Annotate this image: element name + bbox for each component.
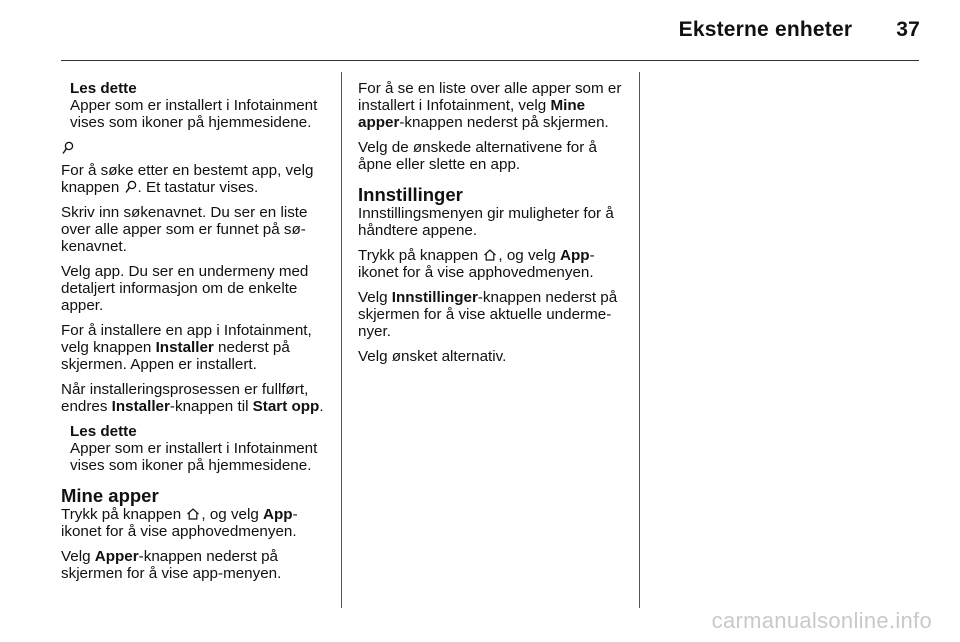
- paragraph: Velg app. Du ser en undermeny med detaljert informasjon om de enkelte apper.: [61, 263, 309, 314]
- search-symbol-line: [61, 140, 329, 156]
- paragraph: Velg de ønskede alternativene for å åpne eller slette en app.: [358, 139, 597, 173]
- column-divider-right: [639, 72, 640, 608]
- paragraph: Når installeringsprosessen er fullført, endres Installer-knappen til Start opp.: [61, 381, 324, 415]
- note-box: [61, 80, 329, 131]
- paragraph: Trykk på knappen , og velg App-ikonet for å vise apphovedmenyen.: [358, 247, 595, 281]
- page-number: 37: [896, 18, 920, 41]
- section-heading: Mine apper: [61, 485, 159, 506]
- section-heading: Innstillinger: [358, 184, 463, 205]
- header-rule: [61, 60, 919, 61]
- paragraph: Innstillingsmenyen gir muligheter for å håndtere appene.: [358, 205, 614, 239]
- paragraph: For å se en liste over alle apper som er installert i Infotainment, velg Mine apper-knappen nederst på skjermen.: [358, 80, 622, 131]
- page-header: [679, 18, 920, 42]
- paragraph: For å installere en app i Infotainment, velg knappen Installer nederst på skjermen. Appen er installert.: [61, 322, 312, 373]
- paragraph: Velg Innstillinger-knappen nederst på skjermen for å vise aktuelle undermenyer.: [358, 289, 618, 340]
- home-icon: [483, 248, 497, 262]
- column-divider-left: [341, 72, 342, 608]
- note-body: Apper som er installert i Infotainment vises som ikoner på hjemmesidene.: [70, 97, 318, 131]
- right-column: [358, 80, 626, 373]
- note-title: Les dette: [70, 80, 137, 97]
- note-body: Apper som er installert i Infotainment vises som ikoner på hjemmesidene.: [70, 440, 318, 474]
- paragraph: Skriv inn søkenavnet. Du ser en liste over alle apper som er funnet på søkenavnet.: [61, 204, 308, 255]
- search-icon: [62, 141, 74, 155]
- paragraph: Velg Apper-knappen nederst på skjermen for å vise app-menyen.: [61, 548, 282, 582]
- search-icon: [125, 180, 137, 194]
- paragraph: For å søke etter en bestemt app, velg knappen . Et tastatur vises.: [61, 162, 314, 196]
- page-title: Eksterne enheter: [678, 18, 853, 41]
- home-icon: [186, 507, 200, 521]
- note-title: Les dette: [70, 423, 137, 440]
- left-column: [61, 80, 329, 590]
- paragraph: Velg ønsket alternativ.: [358, 348, 507, 365]
- watermark: carmanualsonline.info: [711, 608, 932, 633]
- note-box: [61, 423, 329, 474]
- paragraph: Trykk på knappen , og velg App-ikonet for å vise apphovedmenyen.: [61, 506, 298, 540]
